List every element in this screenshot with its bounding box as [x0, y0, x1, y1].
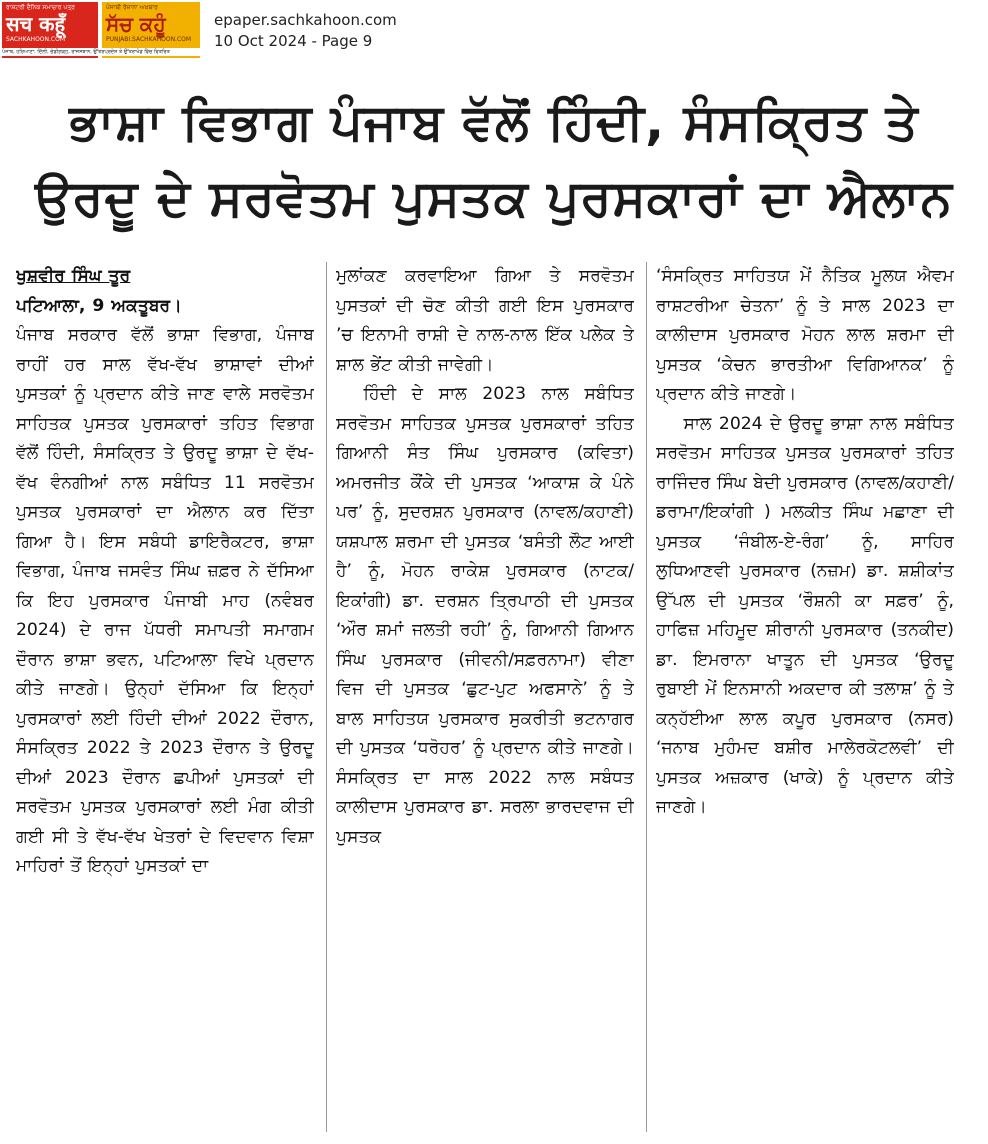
column-divider [646, 262, 647, 1132]
headline-line-2: ਉਰਦੂ ਦੇ ਸਰਵੋਤਮ ਪੁਸਤਕ ਪੁਰਸਕਾਰਾਂ ਦਾ ਐਲਾਨ [35, 169, 953, 227]
byline: ਖੁਸ਼ਵੀਰ ਸਿੰਘ ਤੂਰ [16, 266, 131, 286]
paragraph: ਸਾਲ 2024 ਦੇ ਉਰਦੂ ਭਾਸ਼ਾ ਨਾਲ ਸਬੰਧਿਤ ਸਰਵੋਤਮ ਸਾਹਿਤਕ ਪੁਸਤਕ ਪੁਰਸਕਾਰਾਂ ਤਹਿਤ ਰਾਜਿੰਦਰ ਸਿੰਘ ਬੇਦੀ ਪੁਰਸਕਾਰ (ਨਾਵਲ/ਕਹਾਣੀ/ਡਰਾਮਾ/ਇਕਾਂਗੀ ) ਮਲਕੀਤ ਸਿੰਘ ਮਛਾਣਾ ਦੀ ਪੁਸਤਕ ‘ਜੰਬੀਲ-ਏ-ਰੰਗ’ ਨੂੰ, ਸਾਹਿਰ ਲੁਧਿਆਣਵੀ ਪੁਰਸਕਾਰ (ਨਜ਼ਮ) ਡਾ. ਸ਼ਸ਼ੀਕਾਂਤ ਉੱਪਲ ਦੀ ਪੁਸਤਕ ‘ਰੌਸ਼ਨੀ ਕਾ ਸਫ਼ਰ’ ਨੂੰ, ਹਾਫਿਜ਼ ਮਹਿਮੂਦ ਸ਼ੀਰਾਨੀ ਪੁਰਸਕਾਰ (ਤਨਕੀਦ) ਡਾ. ਇਮਰਾਨਾ ਖਾਤੂਨ ਦੀ ਪੁਸਤਕ ‘ਉਰਦੂ ਰੁਬਾਈ ਮੇਂ ਇਨਸਾਨੀ ਅਕਦਾਰ ਕੀ ਤਲਾਸ਼’ ਨੂੰ ਤੇ ਕਨ੍ਹੱਈਆ ਲਾਲ ਕਪੂਰ ਪੁਰਸਕਾਰ (ਨਸਰ) ‘ਜਨਾਬ ਮੁਹੰਮਦ ਬਸ਼ੀਰ ਮਾਲੇਰਕੋਟਲਵੀ’ ਦੀ ਪੁਸਤਕ ਅਜ਼ਕਾਰ (ਖਾਕੇ) ਨੂੰ ਪ੍ਰਦਾਨ ਕੀਤੇ ਜਾਣਗੇ। [656, 413, 954, 817]
article-column-1 [16, 262, 314, 1132]
logo-yellow-name: ਸੱਚ ਕਹੂੰ [106, 12, 166, 36]
paragraph: ਮੁਲਾਂਕਣ ਕਰਵਾਇਆ ਗਿਆ ਤੇ ਸਰਵੋਤਮ ਪੁਸਤਕਾਂ ਦੀ ਚੋਣ ਕੀਤੀ ਗਈ ਇਸ ਪੁਰਸਕਾਰ ’ਚ ਇਨਾਮੀ ਰਾਸ਼ੀ ਦੇ ਨਾਲ-ਨਾਲ ਇੱਕ ਪਲੇਕ ਤੇ ਸ਼ਾਲ ਭੇਂਟ ਕੀਤੀ ਜਾਵੇਗੀ। [336, 266, 634, 375]
article-column-3 [656, 262, 954, 1132]
newspaper-logo[interactable] [2, 2, 200, 58]
logo-red-name: सच कहूँ [6, 12, 66, 36]
logo-red-url: SACHKAHOON.COM [6, 36, 65, 43]
epaper-info [214, 10, 397, 52]
article-column-2 [336, 262, 634, 1132]
edition-date-page: 10 Oct 2024 - Page 9 [214, 32, 373, 50]
paragraph: ‘ਸੰਸਕ੍ਰਿਤ ਸਾਹਿਤਯ ਮੇਂ ਨੈਤਿਕ ਮੂਲਯ ਐਵਮ ਰਾਸ਼ਟਰੀਆ ਚੇਤਨਾ’ ਨੂੰ ਤੇ ਸਾਲ 2023 ਦਾ ਕਾਲੀਦਾਸ ਪੁਰਸਕਾਰ ਮੋਹਨ ਲਾਲ ਸ਼ਰਮਾ ਦੀ ਪੁਸਤਕ ‘ਕੇਚਨ ਭਾਰਤੀਆ ਵਿਗਿਆਨਕ’ ਨੂੰ ਪ੍ਰਦਾਨ ਕੀਤੇ ਜਾਣਗੇ। [656, 266, 954, 404]
masthead [0, 0, 988, 62]
paragraph: ਹਿੰਦੀ ਦੇ ਸਾਲ 2023 ਨਾਲ ਸਬੰਧਿਤ ਸਰਵੋਤਮ ਸਾਹਿਤਕ ਪੁਸਤਕ ਪੁਰਸਕਾਰਾਂ ਤਹਿਤ ਗਿਆਨੀ ਸੰਤ ਸਿੰਘ ਪੁਰਸਕਾਰ (ਕਵਿਤਾ) ਅਮਰਜੀਤ ਕੌਂਕੇ ਦੀ ਪੁਸਤਕ ‘ਆਕਾਸ਼ ਕੇ ਪੰਨੇ ਪਰ’ ਨੂੰ, ਸੁਦਰਸ਼ਨ ਪੁਰਸਕਾਰ (ਨਾਵਲ/ਕਹਾਣੀ) ਯਸ਼ਪਾਲ ਸ਼ਰਮਾ ਦੀ ਪੁਸਤਕ ‘ਬਸੰਤੀ ਲੌਟ ਆਈ ਹੈ’ ਨੂੰ, ਮੋਹਨ ਰਾਕੇਸ਼ ਪੁਰਸਕਾਰ (ਨਾਟਕ/ ਇਕਾਂਗੀ) ਡਾ. ਦਰਸ਼ਨ ਤ੍ਰਿਪਾਠੀ ਦੀ ਪੁਸਤਕ ‘ਔਰ ਸ਼ਮਾਂ ਜਲਤੀ ਰਹੀ’ ਨੂੰ, ਗਿਆਨੀ ਗਿਆਨ ਸਿੰਘ ਪੁਰਸਕਾਰ (ਜੀਵਨੀ/ਸਫ਼ਰਨਾਮਾ) ਵੀਣਾ ਵਿਜ ਦੀ ਪੁਸਤਕ ‘ਛੁਟ-ਪੁਟ ਅਫਸਾਨੇ’ ਨੂੰ ਤੇ ਬਾਲ ਸਾਹਿਤਯ ਪੁਰਸਕਾਰ ਸੁਕਰੀਤੀ ਭਟਨਾਗਰ ਦੀ ਪੁਸਤਕ ‘ਧਰੋਹਰ’ ਨੂੰ ਪ੍ਰਦਾਨ ਕੀਤੇ ਜਾਣਗੇ। ਸੰਸਕ੍ਰਿਤ ਦਾ ਸਾਲ 2022 ਨਾਲ ਸਬੰਧਤ ਕਾਲੀਦਾਸ ਪੁਰਸਕਾਰ ਡਾ. ਸਰਲਾ ਭਾਰਦਵਾਜ ਦੀ ਪੁਸਤਕ [336, 384, 634, 847]
column-divider [326, 262, 327, 1132]
logo-coverage-line: ਪੰਜਾਬ, ਹਰਿਆਣਾ, ਦਿੱਲੀ, ਚੰਡੀਗੜ੍ਹ, ਰਾਜਸਥਾਨ, ਉੱਤਰਪ੍ਰਦੇਸ਼ ਤੇ ਉੱਤਰਾਖੰਡ ਵਿੱਚ ਵਿਤਰਿਤ [2, 48, 200, 56]
headline-line-1: ਭਾਸ਼ਾ ਵਿਭਾਗ ਪੰਜਾਬ ਵੱਲੋਂ ਹਿੰਦੀ, ਸੰਸਕ੍ਰਿਤ ਤੇ [69, 93, 919, 151]
logo-red-tagline: ਰਾਸ਼ਟਰੀ ਦੈਨਿਕ ਸਮਾਚਾਰ ਪਤ੍ਰ [6, 4, 75, 11]
article-headline [0, 84, 988, 236]
article-body [16, 262, 968, 1132]
logo-yellow-tagline: ਪੰਜਾਬੀ ਰੋਜ਼ਾਨਾ ਅਖ਼ਬਾਰ [106, 4, 158, 11]
logo-yellow-url: PUNJABI.SACHKAHOON.COM [106, 36, 192, 43]
epaper-site[interactable]: epaper.sachkahoon.com [214, 11, 397, 29]
dateline: ਪਟਿਆਲਾ, 9 ਅਕਤੂਬਰ। [16, 295, 182, 316]
paragraph: ਪੰਜਾਬ ਸਰਕਾਰ ਵੱਲੋਂ ਭਾਸ਼ਾ ਵਿਭਾਗ, ਪੰਜਾਬ ਰਾਹੀਂ ਹਰ ਸਾਲ ਵੱਖ-ਵੱਖ ਭਾਸ਼ਾਵਾਂ ਦੀਆਂ ਪੁਸਤਕਾਂ ਨੂੰ ਪ੍ਰਦਾਨ ਕੀਤੇ ਜਾਣ ਵਾਲੇ ਸਰਵੋਤਮ ਸਾਹਿਤਕ ਪੁਸਤਕ ਪੁਰਸਕਾਰਾਂ ਤਹਿਤ ਵਿਭਾਗ ਵੱਲੋਂ ਹਿੰਦੀ, ਸੰਸਕ੍ਰਿਤ ਤੇ ਉਰਦੂ ਭਾਸ਼ਾ ਦੇ ਵੱਖ-ਵੱਖ ਵੰਨਗੀਆਂ ਨਾਲ ਸਬੰਧਿਤ 11 ਸਰਵੋਤਮ ਪੁਸਤਕ ਪੁਰਸਕਾਰਾਂ ਦਾ ਐਲਾਨ ਕਰ ਦਿੱਤਾ ਗਿਆ ਹੈ। ਇਸ ਸਬੰਧੀ ਡਾਇਰੈਕਟਰ, ਭਾਸ਼ਾ ਵਿਭਾਗ, ਪੰਜਾਬ ਜਸਵੰਤ ਸਿੰਘ ਜ਼ਫ਼ਰ ਨੇ ਦੱਸਿਆ ਕਿ ਇਹ ਪੁਰਸਕਾਰ ਪੰਜਾਬੀ ਮਾਹ (ਨਵੰਬਰ 2024) ਦੇ ਰਾਜ ਪੱਧਰੀ ਸਮਾਪਤੀ ਸਮਾਗਮ ਦੌਰਾਨ ਭਾਸ਼ਾ ਭਵਨ, ਪਟਿਆਲਾ ਵਿਖੇ ਪ੍ਰਦਾਨ ਕੀਤੇ ਜਾਣਗੇ। ਉਨ੍ਹਾਂ ਦੱਸਿਆ ਕਿ ਇਨ੍ਹਾਂ ਪੁਰਸਕਾਰਾਂ ਲਈ ਹਿੰਦੀ ਦੀਆਂ 2022 ਦੌਰਾਨ, ਸੰਸਕ੍ਰਿਤ 2022 ਤੇ 2023 ਦੌਰਾਨ ਤੇ ਉਰਦੂ ਦੀਆਂ 2023 ਦੌਰਾਨ ਛਪੀਆਂ ਪੁਸਤਕਾਂ ਦੀ ਸਰਵੋਤਮ ਪੁਸਤਕ ਪੁਰਸਕਾਰਾਂ ਲਈ ਮੰਗ ਕੀਤੀ ਗਈ ਸੀ ਤੇ ਵੱਖ-ਵੱਖ ਖੇਤਰਾਂ ਦੇ ਵਿਦਵਾਨ ਵਿਸ਼ਾ ਮਾਹਿਰਾਂ ਤੋਂ ਇਨ੍ਹਾਂ ਪੁਸਤਕਾਂ ਦਾ [16, 325, 314, 876]
